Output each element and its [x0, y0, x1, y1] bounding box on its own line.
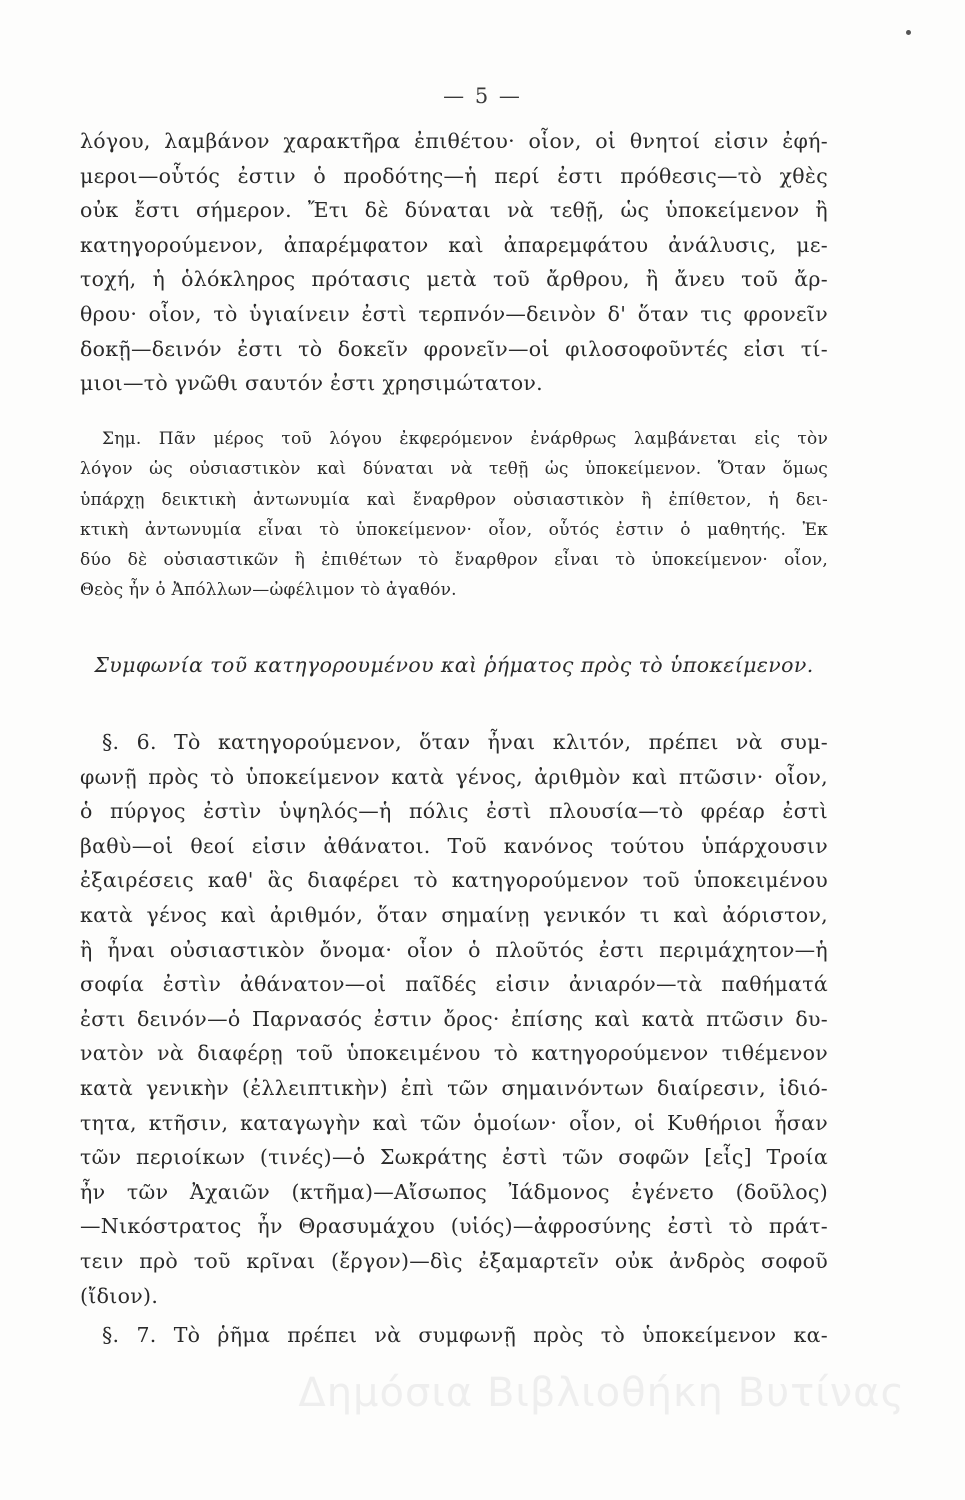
text-line: βαθὺ—οἱ θεοί εἰσιν ἀθάνατοι. Τοῦ κανόνος τούτου ὑπάρχουσιν [80, 833, 828, 858]
text-line: κατὰ γένος καὶ ἀριθμόν, ὅταν σημαίνῃ γενικόν τι καὶ ἀόριστον, [80, 902, 828, 927]
text-line: ἐστι δεινόν—ὁ Παρνασός ἐστιν ὄρος· ἐπίσης καὶ κατὰ πτῶσιν δυ- [80, 1006, 828, 1031]
note-line: Θεὸς ἦν ὁ Ἀπόλλων—ὠφέλιμον τὸ ἀγαθόν. [80, 580, 457, 601]
text-line: τητα, κτῆσιν, καταγωγὴν καὶ τῶν ὁμοίων· οἷον, οἱ Κυθήριοι ἦσαν [80, 1110, 828, 1135]
text-line: —Νικόστρατος ἦν Θρασυμάχου (υἱός)—ἀφροσύνης ἐστὶ τὸ πράτ- [80, 1214, 828, 1239]
section-7 [80, 1318, 828, 1353]
text-line: τειν πρὸ τοῦ κρῖναι (ἔργον)—δὶς ἐξαμαρτεῖν οὐκ ἀνδρὸς σοφοῦ [80, 1248, 828, 1273]
text-line: τοχή, ἡ ὁλόκληρος πρότασις μετὰ τοῦ ἄρθρου, ἢ ἄνευ τοῦ ἄρ- [80, 267, 828, 292]
section-heading: Συμφωνία τοῦ κατηγορουμένου καὶ ῥήματος πρὸς τὸ ὑποκείμενον. [94, 653, 814, 677]
note-line: ὑπάρχῃ δεικτικὴ ἀντωνυμία καὶ ἔναρθρον οὐσιαστικὸν ἢ ἐπίθετον, ἡ δει- [80, 489, 828, 510]
text-line: κατηγορούμενον, ἀπαρέμφατον καὶ ἀπαρεμφάτου ἀνάλυσις, με- [80, 232, 828, 257]
note-paragraph [80, 424, 828, 606]
text-line: μεροι—οὗτός ἐστιν ὁ προδότης—ἡ περί ἐστι πρόθεσις—τὸ χθὲς [80, 163, 828, 188]
text-line: λόγου, λαμβάνον χαρακτῆρα ἐπιθέτου· οἷον, οἱ θνητοί εἰσιν ἐφή- [80, 129, 828, 153]
section-6 [80, 725, 828, 1313]
text-line: μιοι—τὸ γνῶθι σαυτόν ἐστι χρησιμώτατον. [80, 371, 543, 396]
text-line: (ἴδιον). [80, 1283, 159, 1308]
text-line: νατὸν νὰ διαφέρῃ τοῦ ὑποκειμένου τὸ κατηγορούμενον τιθέμενον [80, 1041, 828, 1066]
library-watermark: Δημόσια Βιβλιοθήκη Βυτίνας [298, 1370, 905, 1416]
text-line: ὁ πύργος ἐστὶν ὑψηλός—ἡ πόλις ἐστὶ πλουσία—τὸ φρέαρ ἐστὶ [80, 799, 828, 824]
note-line: δύο δὲ οὐσιαστικῶν ἢ ἐπιθέτων τὸ ἔναρθρον εἶναι τὸ ὑποκείμενον· οἷον, [80, 550, 828, 571]
text-line: ἢ ἦναι οὐσιαστικὸν ὄνομα· οἷον ὁ πλοῦτός ἐστι περιμάχητον—ἡ [80, 937, 828, 962]
text-line: σοφία ἐστὶν ἀθάνατον—οἱ παῖδές εἰσιν ἀνιαρόν—τὰ παθήματά [80, 972, 828, 997]
note-line: Σημ. Πᾶν μέρος τοῦ λόγου ἐκφερόμενον ἐνάρθρως λαμβάνεται εἰς τὸν [102, 429, 828, 449]
text-line: §. 6. Τὸ κατηγορούμενον, ὅταν ἦναι κλιτόν, πρέπει νὰ συμ- [102, 730, 828, 754]
text-line: ἦν τῶν Ἀχαιῶν (κτῆμα)—Αἴσωπος Ἰάδμονος ἐγένετο (δοῦλος) [80, 1179, 828, 1204]
text-line: §. 7. Τὸ ῥῆμα πρέπει νὰ συμφωνῇ πρὸς τὸ ὑποκείμενον κα- [102, 1323, 828, 1347]
text-line: τῶν περιοίκων (τινές)—ὁ Σωκράτης ἐστὶ τῶν σοφῶν [εἷς] Τροία [80, 1145, 828, 1170]
text-line: δοκῇ—δεινόν ἐστι τὸ δοκεῖν φρονεῖν—οἱ φιλοσοφοῦντές εἰσι τί- [80, 336, 828, 361]
note-line: λόγον ὡς οὐσιαστικὸν καὶ δύναται νὰ τεθῇ ὡς ὑποκείμενον. Ὅταν ὅμως [80, 459, 828, 480]
text-line: οὐκ ἔστι σήμερον. Ἔτι δὲ δύναται νὰ τεθῇ, ὡς ὑποκείμενον ἢ [80, 198, 828, 223]
text-line: ἐξαιρέσεις καθ' ἃς διαφέρει τὸ κατηγορούμενον τοῦ ὑποκειμένου [80, 868, 828, 893]
note-line: κτικὴ ἀντωνυμία εἶναι τὸ ὑποκείμενον· οἷον, οὗτός ἐστιν ὁ μαθητής. Ἐκ [80, 519, 828, 540]
page-number: — 5 — [443, 84, 522, 108]
text-line: κατὰ γενικὴν (ἐλλειπτικὴν) ἐπὶ τῶν σημαινόντων διαίρεσιν, ἰδιό- [80, 1075, 828, 1100]
paragraph-1 [80, 124, 828, 401]
text-line: φωνῇ πρὸς τὸ ὑποκείμενον κατὰ γένος, ἀριθμὸν καὶ πτῶσιν· οἷον, [80, 764, 828, 789]
ink-speck [906, 30, 911, 35]
text-line: θρου· οἷον, τὸ ὑγιαίνειν ἐστὶ τερπνόν—δεινὸν δ' ὅταν τις φρονεῖν [80, 301, 828, 326]
